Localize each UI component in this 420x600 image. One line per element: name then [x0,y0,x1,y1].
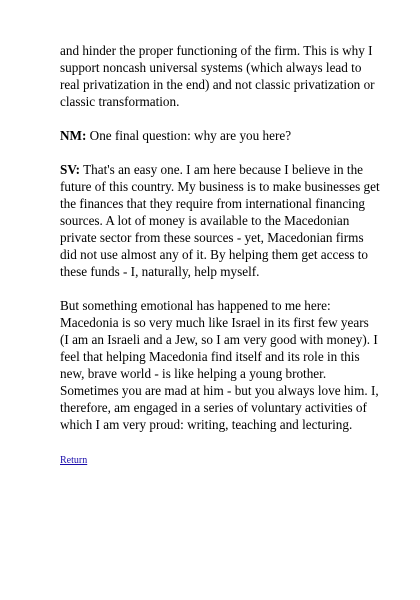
speaker-label: SV: [60,162,81,177]
paragraph-answer-continued [60,297,380,433]
paragraph-text: and hinder the proper functioning of the firm. This is why I support noncash universal systems (which always lead to real privatization in the end) and not classic privatization or classic transformation. [60,43,375,109]
paragraph-continuation [60,42,380,110]
paragraph-text: One final question: why are you here? [86,128,292,143]
paragraph-answer [60,161,380,280]
paragraph-question [60,127,380,144]
speaker-label: NM: [60,128,87,143]
paragraph-text: But something emotional has happened to me here: Macedonia is so very much like Israel in its first few years (I am an Israeli and a Jew, so I am very good with money). I feel that helping Macedonia find itself and its role in this new, brave world - is like helping a young brother. Sometimes you are mad at him - but you always love him. I, therefore, am engaged in a series of voluntary activities of which I am very proud: writing, teaching and lecturing. [60,298,379,432]
return-link[interactable]: Return [60,455,88,466]
paragraph-text: That's an easy one. I am here because I believe in the future of this country. My business is to make businesses get the finances that they require from international financing sources. A lot of money is available to the Macedonian private sector from these sources - yet, Macedonian firms did not use almost any of it. By helping them get access to these funds - I, naturally, help myself. [60,162,380,279]
document-body [60,42,380,469]
